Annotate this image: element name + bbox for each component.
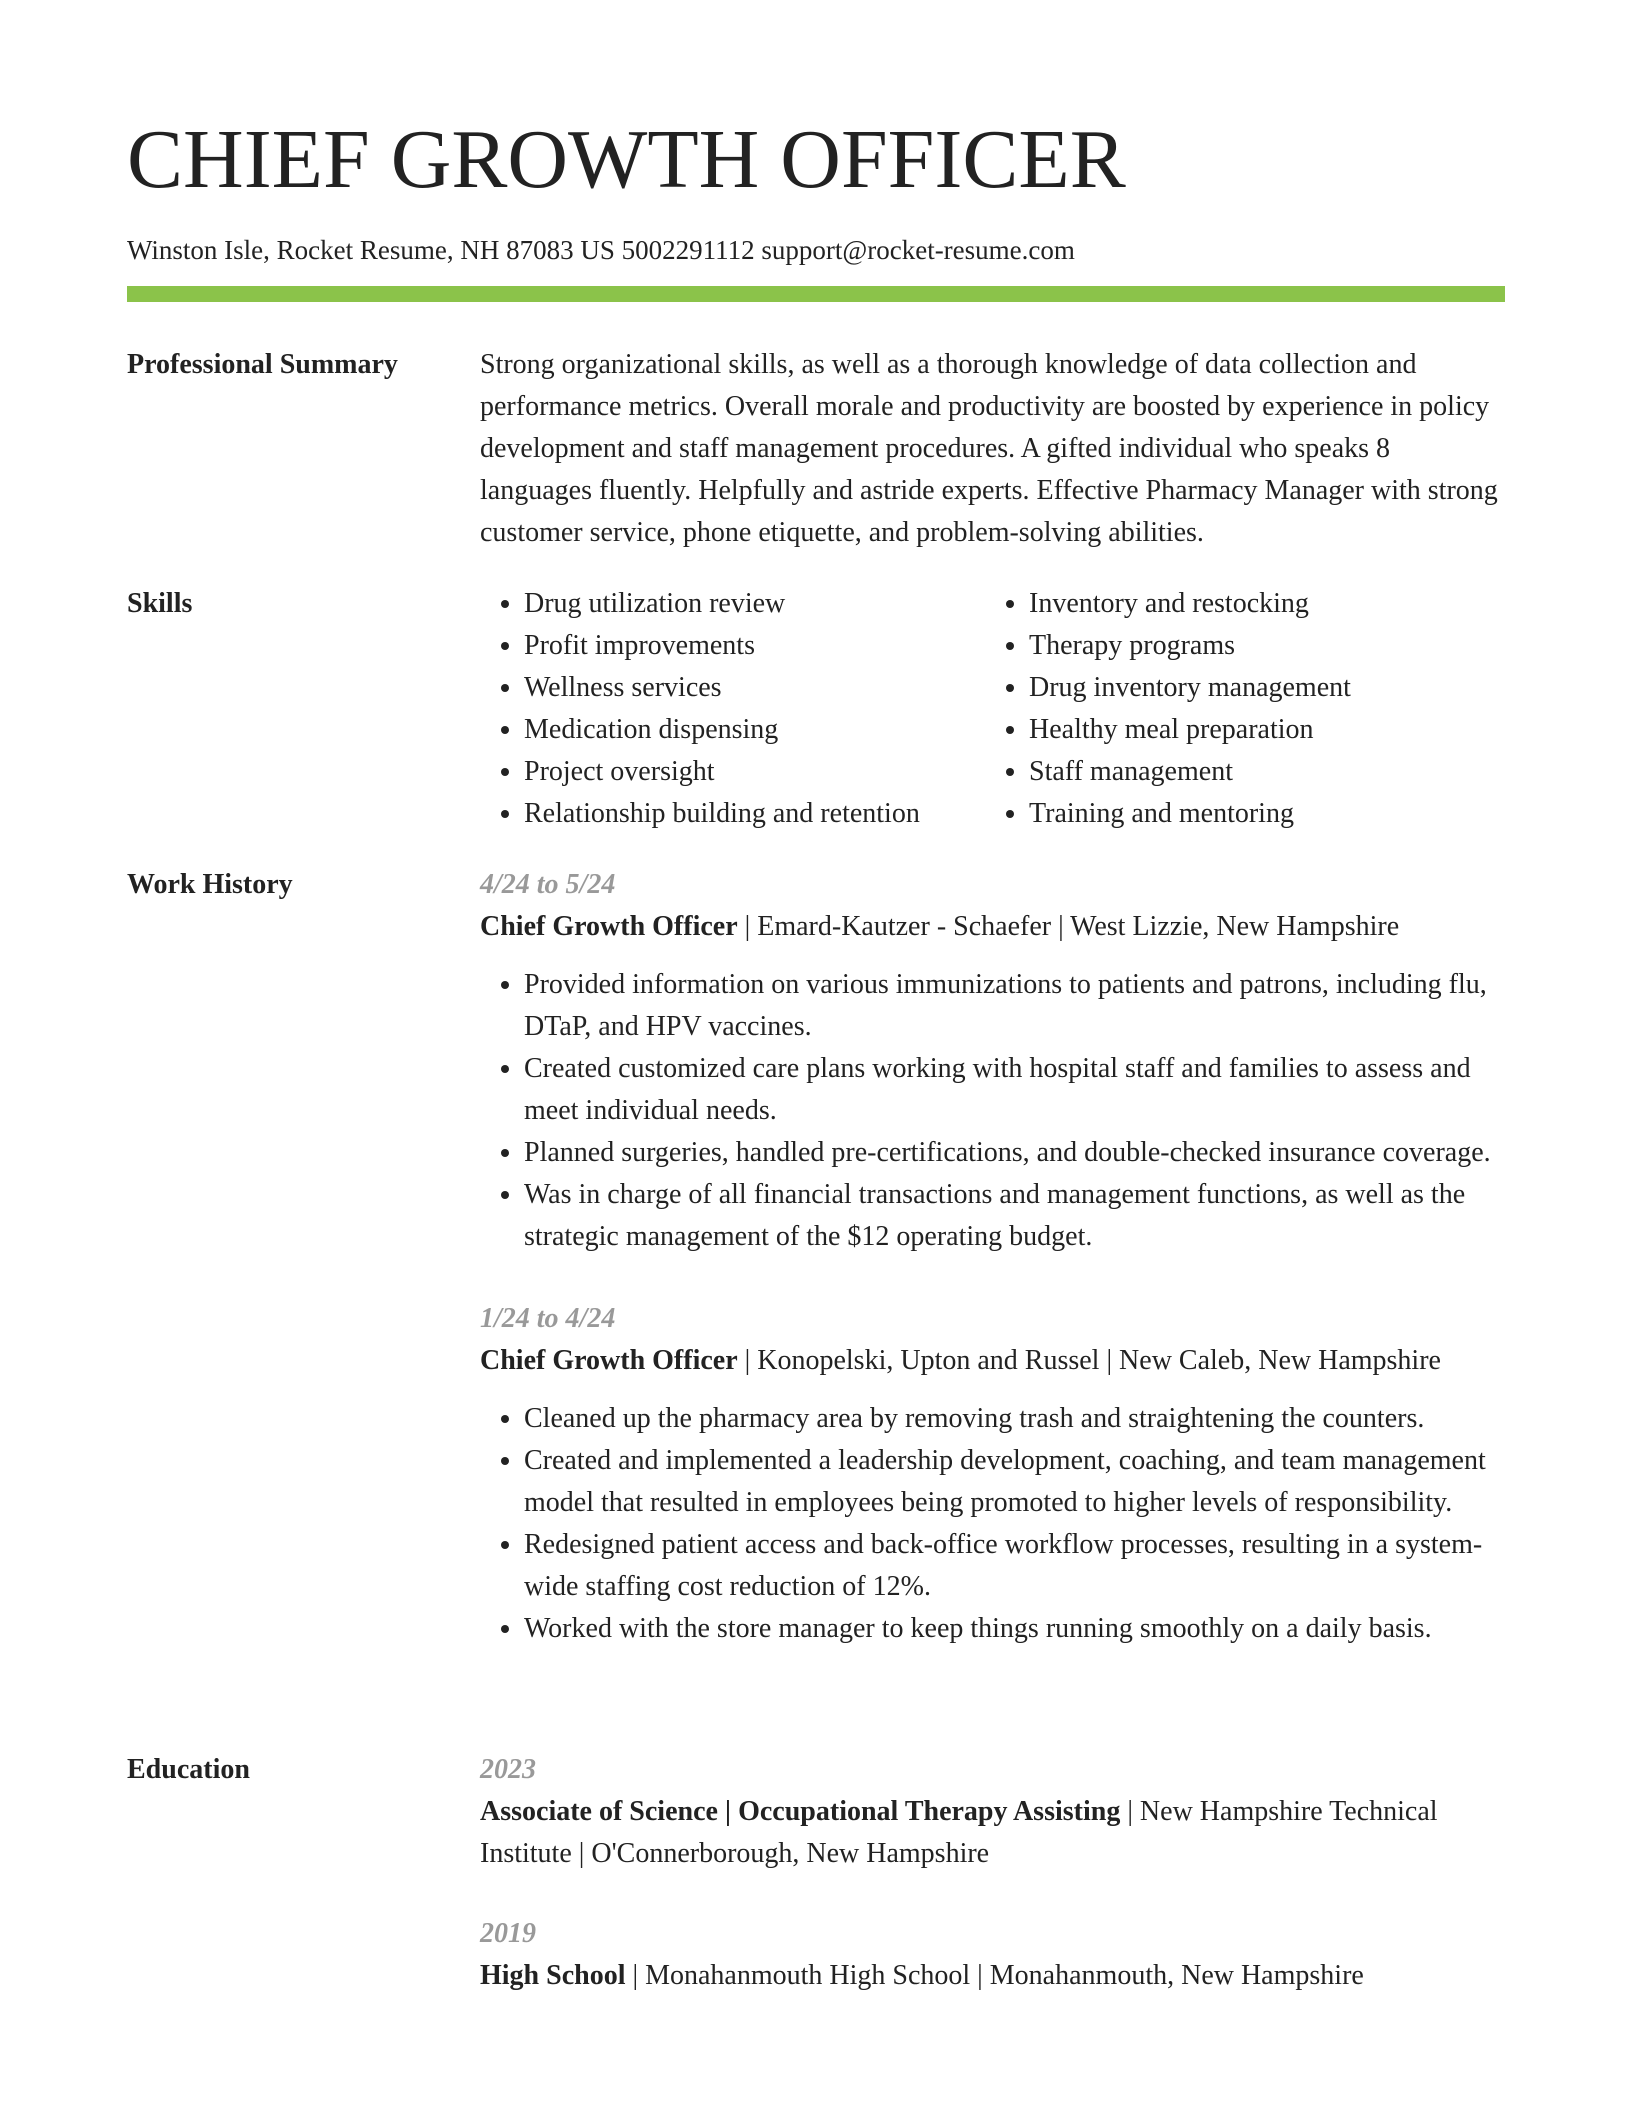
skills-columns [480, 583, 1505, 835]
job-entry [480, 1298, 1505, 1650]
skill-item: • Therapy programs [1029, 625, 1490, 667]
job-bullet: • Created and implemented a leadership development, coaching, and team management model that resulted in employees being promoted to higher levels of responsibility. [524, 1440, 1505, 1524]
skill-item: • Medication dispensing [524, 709, 985, 751]
work-history-body [480, 864, 1505, 1650]
education-degree: Associate of Science | Occupational Therapy Assisting [480, 1796, 1121, 1827]
skill-item: • Profit improvements [524, 625, 985, 667]
education-title-line [480, 1791, 1505, 1875]
skill-item: • Staff management [1029, 751, 1490, 793]
job-date: 1/24 to 4/24 [480, 1303, 616, 1334]
job-date: 4/24 to 5/24 [480, 869, 616, 900]
resume-name: CHIEF GROWTH OFFICER [127, 113, 1126, 206]
education-date: 2023 [480, 1754, 536, 1785]
education-degree: High School [480, 1960, 626, 1991]
skills-column-right [985, 583, 1490, 835]
job-bullet: • Cleaned up the pharmacy area by removing trash and straightening the counters. [524, 1398, 1505, 1440]
job-bullet: • Created customized care plans working with hospital staff and families to assess and meet individual needs. [524, 1048, 1505, 1132]
education-date: 2019 [480, 1918, 536, 1949]
skill-item: • Drug inventory management [1029, 667, 1490, 709]
education-details: | Monahanmouth High School | Monahanmouth, New Hampshire [625, 1960, 1364, 1991]
job-bullet: • Was in charge of all financial transactions and management functions, as well as the strategic management of the $12 operating budget. [524, 1174, 1505, 1258]
education-body [480, 1749, 1505, 1997]
skill-item: • Project oversight [524, 751, 985, 793]
accent-divider [127, 286, 1505, 302]
job-bullet: • Provided information on various immunizations to patients and patrons, including flu, DTaP, and HPV vaccines. [524, 964, 1505, 1048]
skill-item: • Healthy meal preparation [1029, 709, 1490, 751]
summary-text: Strong organizational skills, as well as a thorough knowledge of data collection and performance metrics. Overall morale and productivity are boosted by experience in policy development and staff management procedures. A gifted individual who speaks 8 languages fluently. Helpfully and astride experts. Effective Pharmacy Manager with strong customer service, phone etiquette, and problem-solving abilities. [480, 349, 1498, 548]
job-title-line [480, 906, 1505, 948]
summary-body [480, 344, 1505, 554]
job-bullet: • Planned surgeries, handled pre-certifications, and double-checked insurance coverage. [524, 1132, 1505, 1174]
skills-body [480, 583, 1505, 835]
section-label-summary: Professional Summary [127, 349, 398, 380]
job-bullets [480, 1398, 1505, 1650]
education-entry [480, 1749, 1505, 1875]
job-title: Chief Growth Officer [480, 1345, 738, 1376]
skill-item: • Training and mentoring [1029, 793, 1490, 835]
skill-item: • Drug utilization review [524, 583, 985, 625]
section-label-education: Education [127, 1754, 250, 1785]
job-title: Chief Growth Officer [480, 911, 738, 942]
contact-line: Winston Isle, Rocket Resume, NH 87083 US 5002291112 support@rocket-resume.com [127, 235, 1075, 265]
job-title-line [480, 1340, 1505, 1382]
section-label-skills: Skills [127, 588, 193, 619]
section-label-work-history: Work History [127, 869, 293, 900]
skills-column-left [480, 583, 985, 835]
job-details: | Emard-Kautzer - Schaefer | West Lizzie, New Hampshire [737, 911, 1400, 942]
skill-item: • Inventory and restocking [1029, 583, 1490, 625]
skill-item: • Relationship building and retention [524, 793, 985, 835]
job-bullets [480, 964, 1505, 1258]
job-bullet: • Redesigned patient access and back-office workflow processes, resulting in a system-wide staffing cost reduction of 12%. [524, 1524, 1505, 1608]
education-details: | New Hampshire Technical Institute | O'Connerborough, New Hampshire [480, 1796, 1438, 1869]
job-entry [480, 864, 1505, 1258]
job-bullet: • Worked with the store manager to keep things running smoothly on a daily basis. [524, 1608, 1505, 1650]
job-details: | Konopelski, Upton and Russel | New Caleb, New Hampshire [737, 1345, 1441, 1376]
education-entry [480, 1913, 1505, 1997]
skill-item: • Wellness services [524, 667, 985, 709]
education-title-line [480, 1955, 1505, 1997]
